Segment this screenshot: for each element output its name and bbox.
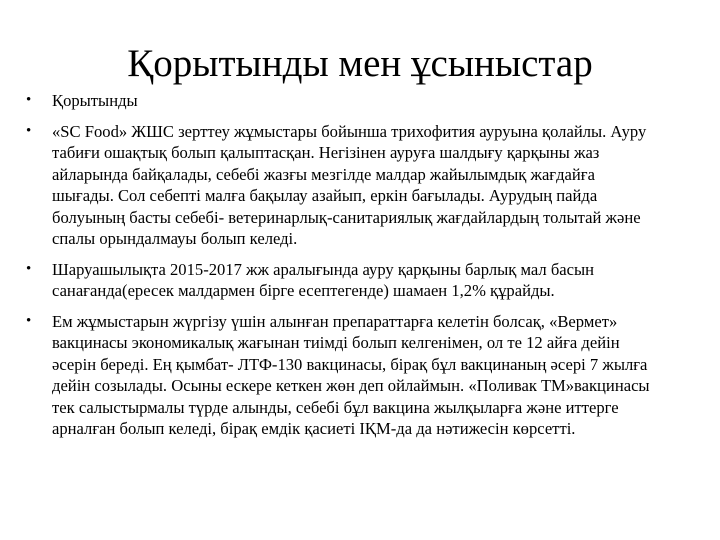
slide-title: Қорытынды мен ұсыныстар bbox=[127, 42, 593, 85]
bullet-text: Ем жұмыстарын жүргізу үшін алынған препараттарға келетін болсақ, «Вермет» вакцинасы экономикалық жағынан тиімді болып келгенімен, ол те 12 айға дейін әсерін береді. Ең қымбат- ЛТФ-130 вакцинасы, бірақ бұл вакцинаның әсері 7 жылға дейін созылады. Осыны ескере кеткен жөн деп ойлаймын. «Поливак ТМ»вакцинасы тек салыстырмалы түрде алынды, себебі бұл вакцина жылқыларға және иттерге арналған болып келеді, бірақ емдік қасиеті ІҚМ-да да нәтижесін көрсетті. bbox=[52, 311, 650, 438]
bullet-item-vaccine-comparison bbox=[26, 311, 702, 440]
bullet-icon: • bbox=[26, 312, 32, 329]
bullet-item-conclusion-heading bbox=[26, 90, 702, 112]
bullet-text: Шаруашылықта 2015-2017 жж аралығында ауру қарқыны барлық мал басын санағанда(ересек малдармен бірге есептегенде) шамаен 1,2% құрайды. bbox=[52, 259, 595, 300]
bullet-text: Қорытынды bbox=[52, 91, 138, 110]
bullet-icon: • bbox=[26, 92, 32, 108]
bullet-icon: • bbox=[26, 122, 32, 139]
bullet-item-research-findings bbox=[26, 121, 702, 250]
bullet-icon: • bbox=[26, 260, 32, 277]
bullet-text: «SC Food» ЖШС зерттеу жұмыстары бойынша трихофития ауруына қолайлы. Ауру табиғи ошақтық болып қалыптасқан. Негізінен ауруға шалдығу қарқыны жаз айларында байқалады, себебі жазғы мезгілде малдар жайылымдық жағдайға шығады. Сол себепті малға бақылау азайып, еркін бағылады. Аурудың пайда болуының басты себебі- ветеринарлық-санитариялық жағдайлардың толытай және спалы орындалмауы болып келеді. bbox=[52, 121, 647, 248]
bullet-list bbox=[26, 90, 702, 449]
bullet-item-incidence-rate bbox=[26, 259, 702, 302]
